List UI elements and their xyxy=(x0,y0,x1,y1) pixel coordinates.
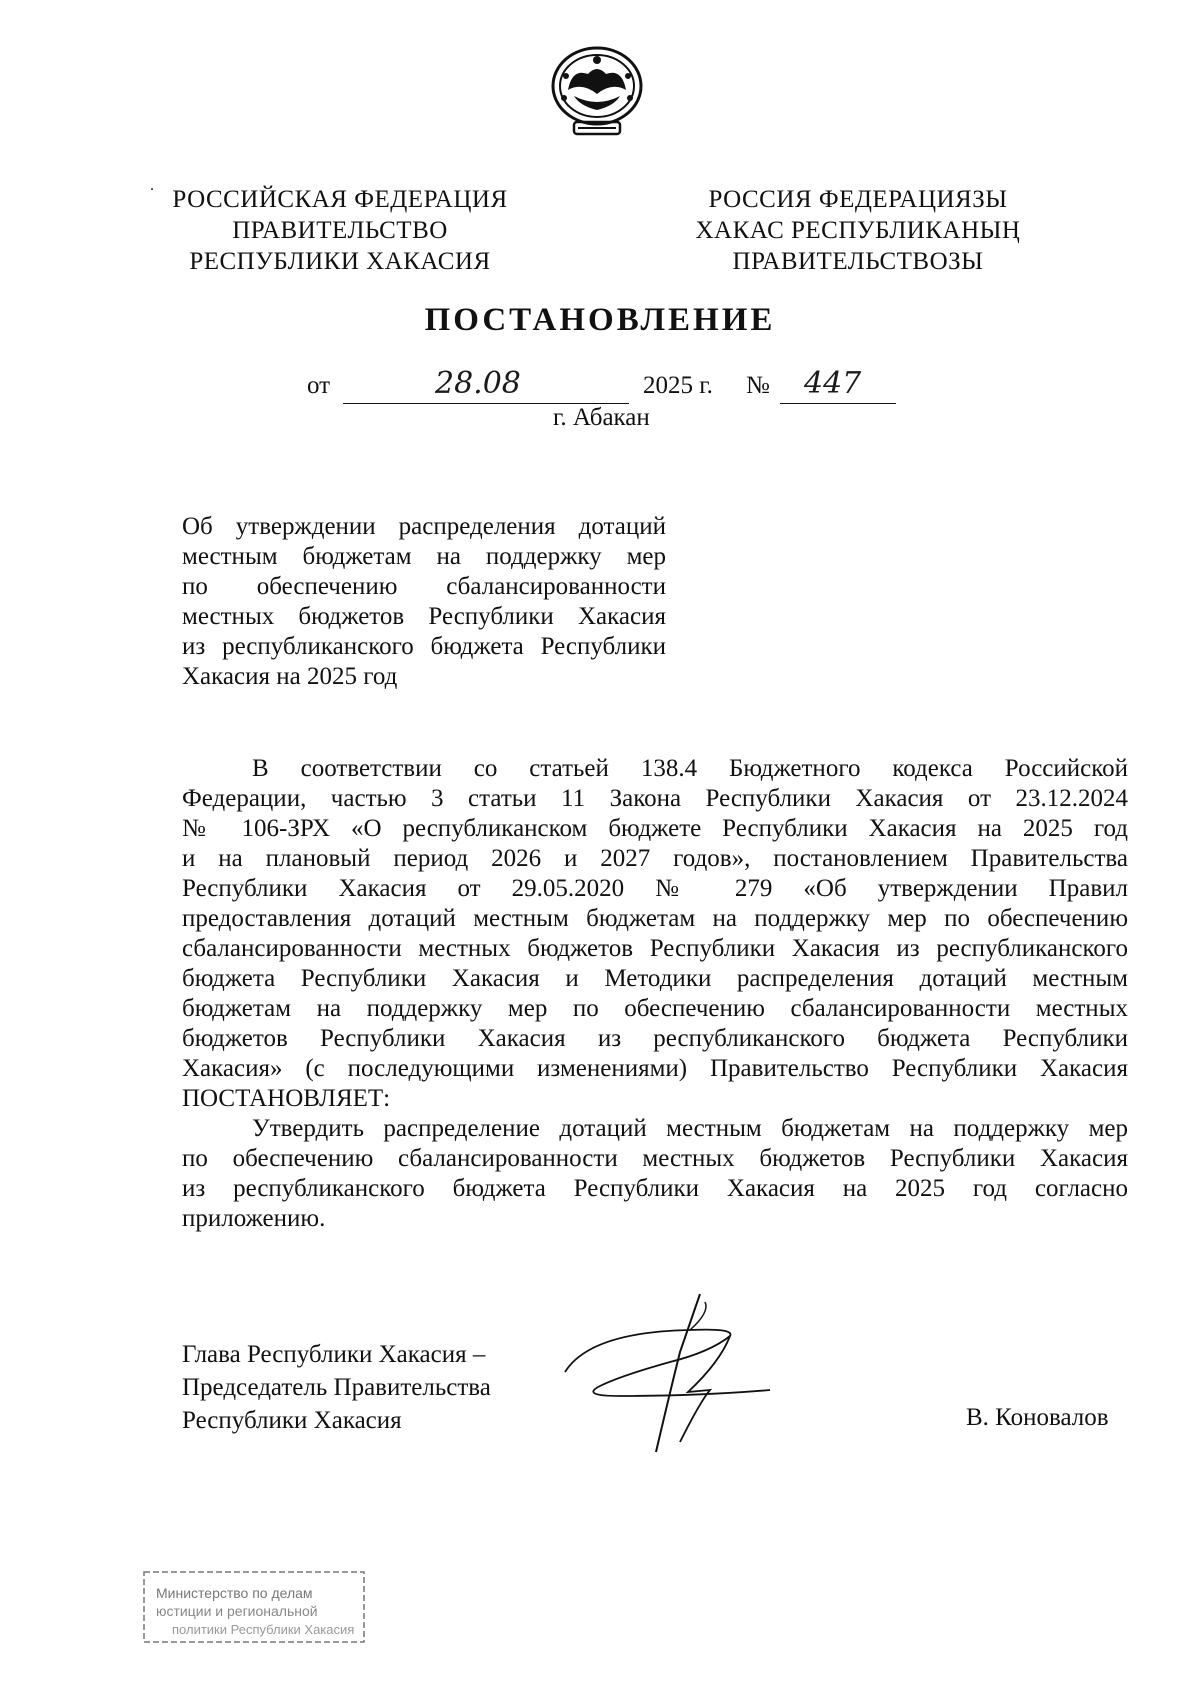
header-left-line: РЕСПУБЛИКИ ХАКАСИЯ xyxy=(189,248,491,275)
subject-line: Хакасия на 2025 год xyxy=(182,663,398,690)
registration-stamp xyxy=(142,1562,368,1646)
body-line: ПОСТАНОВЛЯЕТ: xyxy=(182,1085,391,1112)
number-label: № xyxy=(746,372,770,399)
subject-line: Об утверждении распределения дотаций xyxy=(182,513,666,540)
stamp-line: юстиции и региональной xyxy=(156,1603,318,1619)
number-underline xyxy=(780,403,896,404)
subject-line: из республиканского бюджета Республики xyxy=(182,633,666,660)
body-line: Хакасия» (с последующими изменениями) Правительство Республики Хакасия xyxy=(182,1055,1128,1082)
document-body xyxy=(182,754,1128,1234)
header-right-line: ХАКАС РЕСПУБЛИКАНЫҢ xyxy=(695,217,1021,244)
subject-line: местных бюджетов Республики Хакасия xyxy=(182,603,666,630)
body-line: и на плановый период 2026 и 2027 годов», постановлением Правительства xyxy=(182,845,1128,872)
body-line: Федерации, частью 3 статьи 11 Закона Республики Хакасия от 23.12.2024 xyxy=(182,785,1128,812)
body-line: В соответствии со статьей 138.4 Бюджетного кодекса Российской xyxy=(252,755,1128,782)
coat-of-arms-icon xyxy=(544,46,650,138)
header-right-line: РОССИЯ ФЕДЕРАЦИЯЗЫ xyxy=(708,186,1008,213)
handwritten-signature-icon xyxy=(560,1292,880,1462)
signatory-name: В. Коновалов xyxy=(966,1404,1109,1431)
body-line: предоставления дотаций местным бюджетам на поддержку мер по обеспечению xyxy=(182,905,1128,932)
stamp-line: политики Республики Хакасия xyxy=(172,1622,355,1637)
date-year: 2025 г. xyxy=(643,372,713,399)
header-russian xyxy=(150,184,530,277)
document-subject xyxy=(182,512,666,692)
subject-line: по обеспечению сбалансированности xyxy=(182,573,666,600)
body-line: сбалансированности местных бюджетов Республики Хакасия из республиканского xyxy=(182,935,1128,962)
body-line: бюджетам на поддержку мер по обеспечению сбалансированности местных xyxy=(182,995,1128,1022)
handwritten-date: 28.08 xyxy=(435,366,521,401)
body-line: № 106-ЗРХ «О республиканском бюджете Республики Хакасия на 2025 год xyxy=(182,815,1128,842)
subject-line: местным бюджетам на поддержку мер xyxy=(182,543,666,570)
header-right-line: ПРАВИТЕЛЬСТВОЗЫ xyxy=(732,248,984,275)
body-line: Республики Хакасия от 29.05.2020 № 279 «Об утверждении Правил xyxy=(182,875,1128,902)
handwritten-number: 447 xyxy=(804,366,862,401)
header-left-line: РОССИЙСКАЯ ФЕДЕРАЦИЯ xyxy=(172,186,508,213)
stamp-line: Министерство по делам xyxy=(156,1585,313,1601)
signatory-title xyxy=(182,1338,491,1437)
date-prefix: от xyxy=(307,372,331,399)
signatory-title-line: Республики Хакасия xyxy=(182,1407,402,1434)
document-type-title: ПОСТАНОВЛЕНИЕ xyxy=(424,302,776,338)
body-line: бюджета Республики Хакасия и Методики распределения дотаций местным xyxy=(182,965,1128,992)
body-line: из республиканского бюджета Республики Хакасия на 2025 год согласно xyxy=(182,1175,1128,1202)
header-left-line: ПРАВИТЕЛЬСТВО xyxy=(232,217,448,244)
signatory-title-line: Глава Республики Хакасия – xyxy=(182,1341,486,1368)
header-khakas xyxy=(668,184,1048,277)
body-line: бюджетов Республики Хакасия из республиканского бюджета Республики xyxy=(182,1025,1128,1052)
city-name: г. Абакан xyxy=(553,404,650,431)
body-line: Утвердить распределение дотаций местным бюджетам на поддержку мер xyxy=(252,1115,1128,1142)
body-line: приложению. xyxy=(182,1205,326,1232)
signatory-title-line: Председатель Правительства xyxy=(182,1374,491,1401)
margin-dot: ˙ xyxy=(149,184,155,204)
body-line: по обеспечению сбалансированности местных бюджетов Республики Хакасия xyxy=(182,1145,1128,1172)
